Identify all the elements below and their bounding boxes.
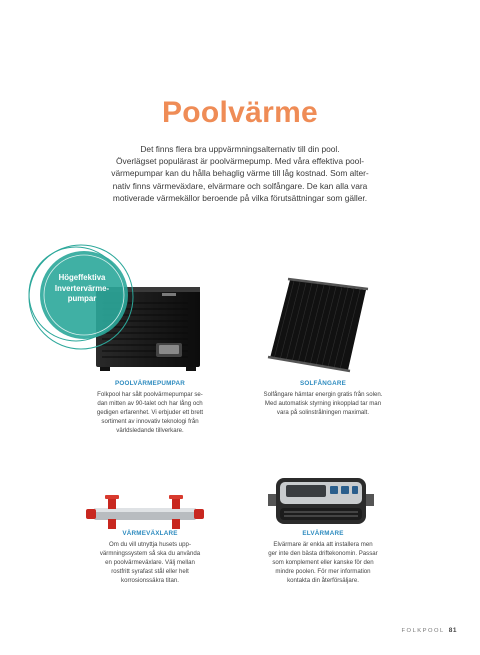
badge-line: Högeffektiva [58, 273, 106, 282]
product-line: en poolvärmeväxlare. Välj mellan [105, 559, 195, 567]
footer-brand: FOLKPOOL [401, 628, 445, 634]
product-exchanger [82, 530, 218, 585]
product-description [82, 540, 218, 585]
intro-line: motiverade värmekällor beroende på vilka förutsättningar som gäller. [112, 192, 368, 203]
product-description [82, 390, 218, 435]
product-line: Folkpool har sålt poolvärmepumpar se- [97, 391, 203, 398]
product-line: värmningssystem så ska du använda [99, 550, 201, 558]
badge-label [39, 273, 125, 305]
product-line: som komplement eller kanske för den [272, 559, 374, 567]
page-number: 81 [448, 627, 457, 634]
product-line: Elvärmare är enkla att installera men [273, 541, 373, 548]
product-title: VÄRMEVÄXLARE [122, 530, 178, 537]
product-line: dan mitten av 90-talet och har lång och [97, 400, 203, 408]
product-line: kontakta din återförsäljare. [287, 577, 359, 585]
product-line: ger inte den bästa driftekonomin. Passar [268, 550, 378, 558]
product-line: mindre poolen. För mer information [275, 568, 371, 576]
product-line: korrosionssäkra titan. [121, 577, 179, 585]
badge-line: Invertervärme- [54, 283, 110, 293]
product-line: sortiment av innovativ teknologi från [101, 418, 199, 426]
heat-exchanger-image [84, 494, 206, 534]
intro-line: värmepumpar kan du hålla behaglig värme till låg kostnad. Som alter- [111, 168, 369, 179]
product-title: POOLVÄRMEPUMPAR [115, 380, 185, 387]
intro-line: nativ finns värmeväxlare, elvärmare och solfångare. De kan alla vara [112, 180, 368, 191]
product-line: världsledande tillverkare. [116, 427, 184, 435]
product-electric [250, 530, 396, 585]
intro-line: Överlägset populärast är poolvärmepump. Med våra effektiva pool- [116, 156, 364, 167]
product-description [252, 390, 394, 417]
product-solar [252, 380, 394, 417]
product-line: Om du vill utnyttja husets upp- [109, 541, 191, 548]
product-line: vara på solinstrålningen maximalt. [276, 409, 370, 417]
product-title: SOLFÅNGARE [299, 380, 347, 387]
product-line: gedigen erfarenhet. Vi erbjuder ett brett [96, 409, 204, 417]
product-title: ELVÄRMARE [302, 530, 344, 537]
product-description [250, 540, 396, 585]
product-line: Med automatisk styrning inkopplad tar man [264, 400, 382, 408]
product-line: rostfritt syrafast stål eller helt [111, 568, 189, 576]
intro-text [84, 143, 396, 204]
electric-heater-image [266, 472, 376, 530]
page-footer [402, 627, 457, 634]
badge-line: pumpar [67, 294, 97, 303]
product-line: Solfångare hämtar energin gratis från solen. [263, 391, 383, 398]
intro-line: Det finns flera bra uppvärmningsalternativ till din pool. [140, 144, 340, 154]
product-heatpump [82, 380, 218, 435]
solar-collector-image [262, 276, 372, 374]
page-title: Poolvärme [161, 96, 319, 129]
